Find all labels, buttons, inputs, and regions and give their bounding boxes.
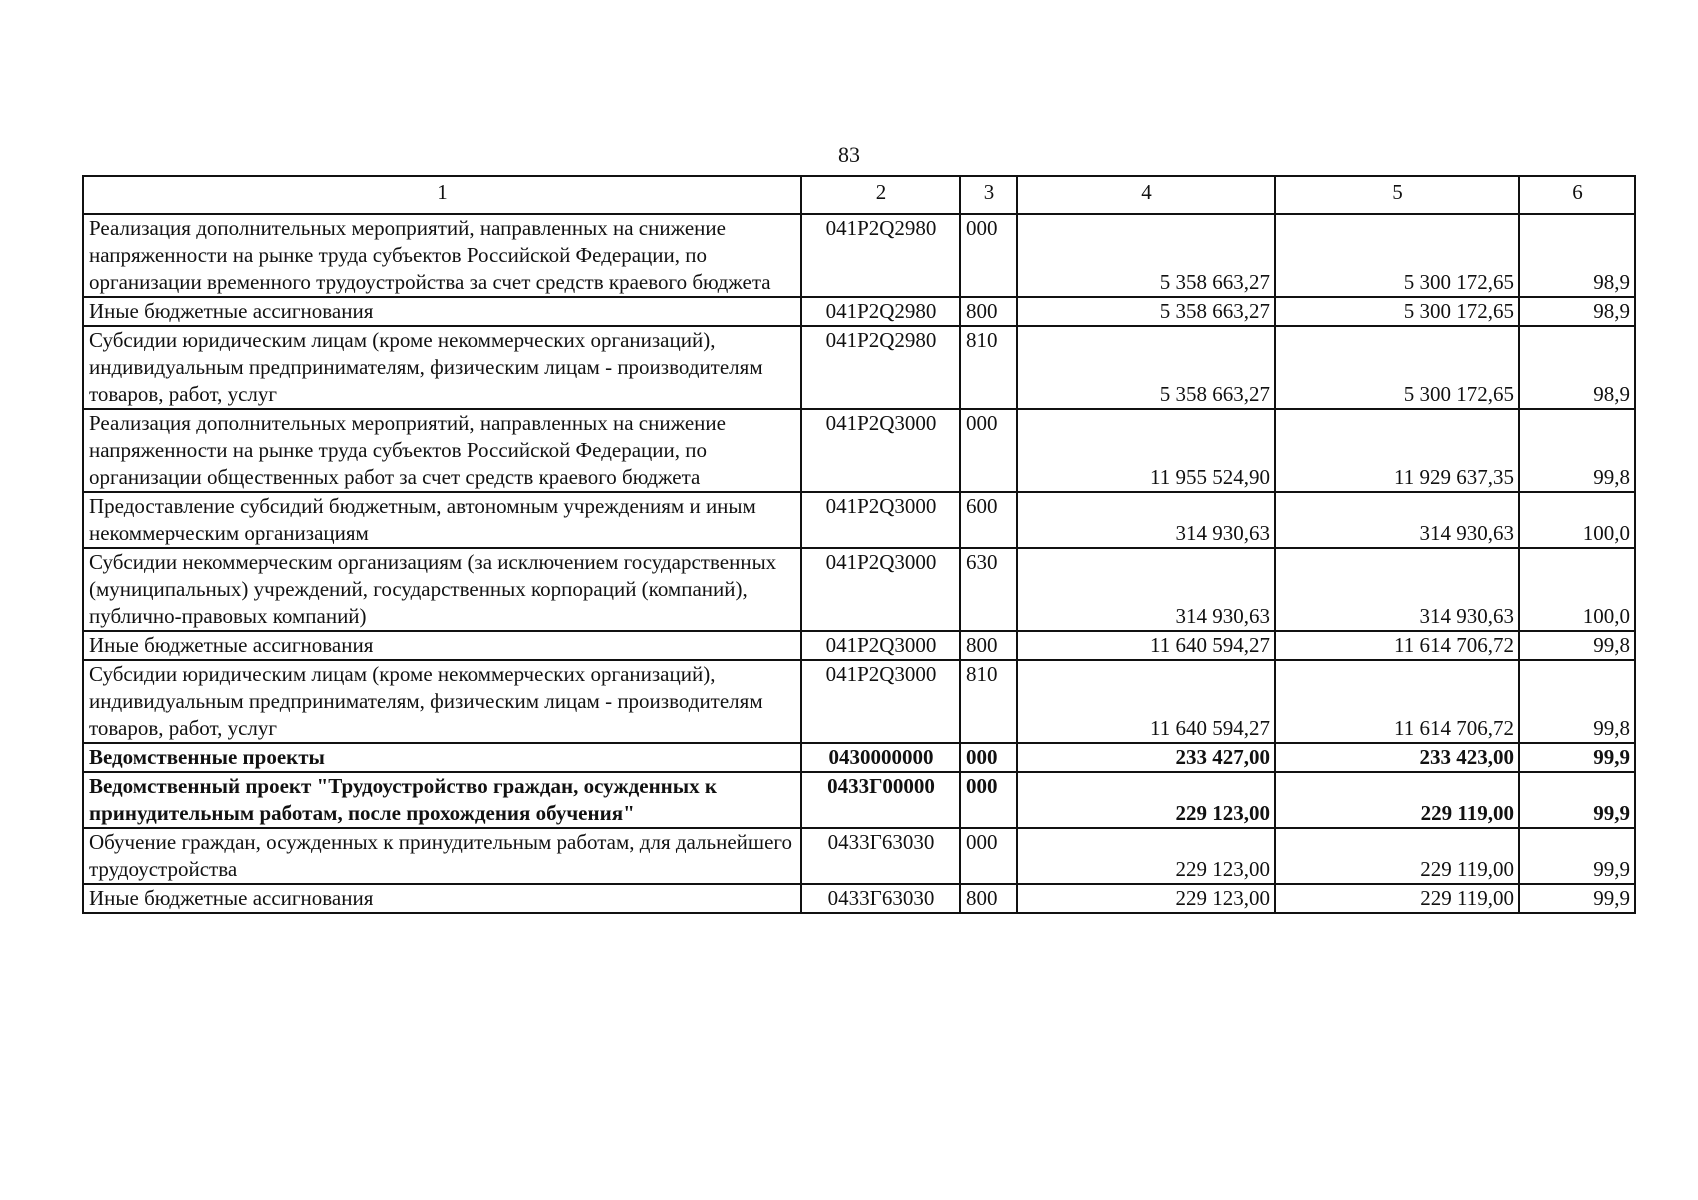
row-executed-amount-cell: 5 300 172,65 [1275, 214, 1519, 297]
row-code-cell: 041P2Q3000 [801, 631, 960, 660]
table-row [83, 326, 1635, 409]
row-planned-amount-cell: 5 358 663,27 [1017, 297, 1275, 326]
row-expense-type-cell: 000 [960, 409, 1017, 492]
row-planned-amount-cell: 229 123,00 [1017, 828, 1275, 884]
row-name-cell: Предоставление субсидий бюджетным, автономным учреждениям и иным некоммерческим организациям [83, 492, 801, 548]
row-executed-amount-cell: 11 614 706,72 [1275, 631, 1519, 660]
row-executed-amount-cell: 233 423,00 [1275, 743, 1519, 772]
row-name-cell: Обучение граждан, осужденных к принудительным работам, для дальнейшего трудоустройства [83, 828, 801, 884]
row-execution-percent-cell: 99,9 [1519, 828, 1635, 884]
column-header-3: 3 [960, 176, 1017, 214]
row-planned-amount-cell: 229 123,00 [1017, 772, 1275, 828]
row-name-cell: Иные бюджетные ассигнования [83, 884, 801, 913]
row-execution-percent-cell: 98,9 [1519, 297, 1635, 326]
column-header-5: 5 [1275, 176, 1519, 214]
row-code-cell: 041P2Q3000 [801, 660, 960, 743]
row-code-cell: 0433Г63030 [801, 828, 960, 884]
row-planned-amount-cell: 229 123,00 [1017, 884, 1275, 913]
row-code-cell: 041P2Q2980 [801, 297, 960, 326]
column-header-6: 6 [1519, 176, 1635, 214]
row-planned-amount-cell: 314 930,63 [1017, 548, 1275, 631]
row-expense-type-cell: 810 [960, 660, 1017, 743]
row-planned-amount-cell: 233 427,00 [1017, 743, 1275, 772]
row-planned-amount-cell: 5 358 663,27 [1017, 214, 1275, 297]
row-execution-percent-cell: 99,9 [1519, 884, 1635, 913]
row-code-cell: 041P2Q3000 [801, 548, 960, 631]
row-expense-type-cell: 000 [960, 743, 1017, 772]
row-executed-amount-cell: 229 119,00 [1275, 828, 1519, 884]
budget-execution-table [82, 175, 1636, 914]
row-execution-percent-cell: 98,9 [1519, 214, 1635, 297]
row-executed-amount-cell: 314 930,63 [1275, 492, 1519, 548]
row-code-cell: 041P2Q2980 [801, 326, 960, 409]
table-row [83, 492, 1635, 548]
row-executed-amount-cell: 11 614 706,72 [1275, 660, 1519, 743]
row-executed-amount-cell: 5 300 172,65 [1275, 326, 1519, 409]
row-expense-type-cell: 630 [960, 548, 1017, 631]
row-execution-percent-cell: 99,8 [1519, 409, 1635, 492]
column-header-4: 4 [1017, 176, 1275, 214]
row-planned-amount-cell: 5 358 663,27 [1017, 326, 1275, 409]
row-name-cell: Субсидии некоммерческим организациям (за исключением государственных (муниципальных) учреждений, государственных корпораций (компаний), публично-правовых компаний) [83, 548, 801, 631]
table-header-row [83, 176, 1635, 214]
row-executed-amount-cell: 229 119,00 [1275, 772, 1519, 828]
row-name-cell: Субсидии юридическим лицам (кроме некоммерческих организаций), индивидуальным предпринимателям, физическим лицам - производителям товаров, работ, услуг [83, 326, 801, 409]
row-expense-type-cell: 600 [960, 492, 1017, 548]
row-execution-percent-cell: 99,9 [1519, 772, 1635, 828]
row-expense-type-cell: 800 [960, 631, 1017, 660]
row-expense-type-cell: 000 [960, 828, 1017, 884]
table-row [83, 297, 1635, 326]
row-name-cell: Реализация дополнительных мероприятий, направленных на снижение напряженности на рынке труда субъектов Российской Федерации, по организации общественных работ за счет средств краевого бюджета [83, 409, 801, 492]
row-expense-type-cell: 000 [960, 214, 1017, 297]
row-execution-percent-cell: 100,0 [1519, 492, 1635, 548]
row-execution-percent-cell: 99,8 [1519, 631, 1635, 660]
table-row [83, 214, 1635, 297]
row-code-cell: 041P2Q3000 [801, 409, 960, 492]
table-row [83, 409, 1635, 492]
row-executed-amount-cell: 11 929 637,35 [1275, 409, 1519, 492]
row-expense-type-cell: 810 [960, 326, 1017, 409]
table-row [83, 631, 1635, 660]
row-code-cell: 0430000000 [801, 743, 960, 772]
row-name-cell: Ведомственный проект "Трудоустройство граждан, осужденных к принудительным работам, после прохождения обучения" [83, 772, 801, 828]
table-row [83, 743, 1635, 772]
table-row [83, 884, 1635, 913]
row-code-cell: 0433Г63030 [801, 884, 960, 913]
row-planned-amount-cell: 11 955 524,90 [1017, 409, 1275, 492]
row-expense-type-cell: 800 [960, 884, 1017, 913]
column-header-2: 2 [801, 176, 960, 214]
row-executed-amount-cell: 229 119,00 [1275, 884, 1519, 913]
row-code-cell: 041P2Q2980 [801, 214, 960, 297]
row-execution-percent-cell: 99,8 [1519, 660, 1635, 743]
row-executed-amount-cell: 5 300 172,65 [1275, 297, 1519, 326]
row-name-cell: Ведомственные проекты [83, 743, 801, 772]
column-header-1: 1 [83, 176, 801, 214]
row-execution-percent-cell: 100,0 [1519, 548, 1635, 631]
page-number: 83 [838, 142, 860, 167]
row-planned-amount-cell: 314 930,63 [1017, 492, 1275, 548]
row-name-cell: Субсидии юридическим лицам (кроме некоммерческих организаций), индивидуальным предпринимателям, физическим лицам - производителям товаров, работ, услуг [83, 660, 801, 743]
row-execution-percent-cell: 98,9 [1519, 326, 1635, 409]
row-planned-amount-cell: 11 640 594,27 [1017, 631, 1275, 660]
row-planned-amount-cell: 11 640 594,27 [1017, 660, 1275, 743]
table-row [83, 660, 1635, 743]
row-expense-type-cell: 000 [960, 772, 1017, 828]
row-executed-amount-cell: 314 930,63 [1275, 548, 1519, 631]
row-name-cell: Реализация дополнительных мероприятий, направленных на снижение напряженности на рынке труда субъектов Российской Федерации, по организации временного трудоустройства за счет средств краевого бюджета [83, 214, 801, 297]
row-execution-percent-cell: 99,9 [1519, 743, 1635, 772]
table-row [83, 828, 1635, 884]
table-row [83, 548, 1635, 631]
row-code-cell: 0433Г00000 [801, 772, 960, 828]
row-name-cell: Иные бюджетные ассигнования [83, 631, 801, 660]
row-expense-type-cell: 800 [960, 297, 1017, 326]
row-code-cell: 041P2Q3000 [801, 492, 960, 548]
row-name-cell: Иные бюджетные ассигнования [83, 297, 801, 326]
table-row [83, 772, 1635, 828]
